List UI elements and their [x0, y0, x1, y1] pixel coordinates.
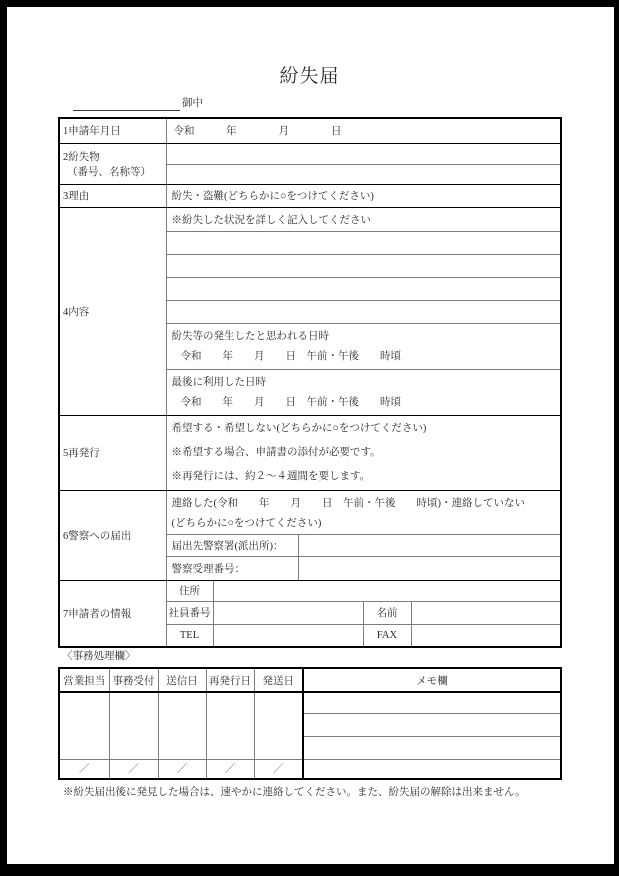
label-lost-item-line1: 2紛失物: [63, 151, 100, 163]
footer-note: ※紛失届出後に発見した場合は、速やかに連絡してください。また、紛失届の解除は出来ません。: [63, 787, 526, 798]
reissue-date-slash-cell[interactable]: ／: [206, 759, 254, 779]
memo-line-1[interactable]: [303, 692, 561, 713]
admin-processing-table: [58, 667, 562, 780]
details-field-3[interactable]: [166, 277, 561, 300]
admin-section-label: 〈事務処理欄〉: [62, 651, 136, 662]
scan-frame-left: [0, 0, 7, 876]
memo-line-4[interactable]: [303, 759, 561, 779]
recipient-name-field[interactable]: [73, 97, 180, 111]
details-field-2[interactable]: [166, 254, 561, 277]
address-field[interactable]: [213, 580, 561, 601]
reissue-line2: ※希望する場合、申請書の添付が必要です。: [171, 446, 381, 458]
name-field[interactable]: [411, 601, 561, 624]
recipient-line: [73, 97, 203, 112]
employee-id-field[interactable]: [213, 601, 363, 624]
label-police-station: 届出先警察署(派出所)：: [166, 534, 298, 556]
label-lost-item: [59, 143, 166, 184]
details-field-1[interactable]: [166, 231, 561, 254]
lost-item-form-table: [58, 117, 562, 648]
application-date-field[interactable]: 令和 年 月 日: [166, 118, 561, 143]
lost-item-field-2[interactable]: [166, 164, 561, 184]
label-employee-id: 社員番号: [166, 601, 213, 624]
sales-rep-date-cell[interactable]: ／: [59, 759, 109, 779]
occurred-datetime-field[interactable]: [166, 323, 561, 369]
reason-options-field[interactable]: 紛失・盗難(どちらかに○をつけてください): [166, 184, 561, 207]
occurred-datetime-line[interactable]: 令和 年 月 日 午前・午後 時頃: [180, 350, 401, 362]
label-name: 名前: [363, 601, 411, 624]
label-police-report: 6警察への届出: [59, 490, 166, 580]
header-memo: メモ欄: [303, 668, 561, 692]
header-clerical-reception: 事務受付: [109, 668, 158, 692]
label-application-date: 1申請年月日: [59, 118, 166, 143]
fax-field[interactable]: [411, 624, 561, 647]
last-used-datetime-title: 最後に利用した日時: [171, 376, 266, 388]
header-sales-rep: 営業担当: [59, 668, 109, 692]
scan-frame-bottom: [0, 864, 619, 876]
reissue-options-field[interactable]: [166, 415, 561, 490]
memo-line-2[interactable]: [303, 713, 561, 736]
send-date-field[interactable]: [158, 692, 206, 759]
memo-line-3[interactable]: [303, 736, 561, 759]
scan-frame-right: [614, 0, 619, 876]
police-contact-field[interactable]: [166, 490, 561, 534]
last-used-datetime-field[interactable]: [166, 369, 561, 415]
occurred-datetime-title: 紛失等の発生したと思われる日時: [171, 330, 329, 342]
clerical-reception-field[interactable]: [109, 692, 158, 759]
label-tel: TEL: [166, 624, 213, 647]
send-date-slash-cell[interactable]: ／: [158, 759, 206, 779]
label-reissue: 5再発行: [59, 415, 166, 490]
lost-item-field-1[interactable]: [166, 143, 561, 164]
label-applicant-info: 7申請者の情報: [59, 580, 166, 647]
ship-date-field[interactable]: [254, 692, 303, 759]
label-details: 4内容: [59, 207, 166, 415]
last-used-datetime-line[interactable]: 令和 年 月 日 午前・午後 時頃: [180, 396, 401, 408]
reissue-date-field[interactable]: [206, 692, 254, 759]
tel-field[interactable]: [213, 624, 363, 647]
details-field-4[interactable]: [166, 300, 561, 323]
police-station-field[interactable]: [298, 534, 561, 556]
reissue-line3: ※再発行には、約２～４週間を要します。: [171, 470, 371, 482]
label-address: 住所: [166, 580, 213, 601]
clerical-reception-date-cell[interactable]: ／: [109, 759, 158, 779]
ship-date-slash-cell[interactable]: ／: [254, 759, 303, 779]
police-receipt-number-field[interactable]: [298, 556, 561, 580]
header-reissue-date: 再発行日: [206, 668, 254, 692]
police-contact-line2: (どちらかに○をつけてください): [171, 517, 322, 529]
police-contact-line1[interactable]: 連絡した(令和 年 月 日 午前・午後 時頃)・連絡していない: [171, 497, 525, 509]
recipient-suffix: 御中: [182, 98, 203, 109]
label-fax: FAX: [363, 624, 411, 647]
reissue-line1[interactable]: 希望する・希望しない(どちらかに○をつけてください): [171, 422, 427, 434]
header-ship-date: 発送日: [254, 668, 303, 692]
page-title: 紛失届: [279, 66, 340, 87]
label-police-receipt-number: 警察受理番号：: [166, 556, 298, 580]
details-instruction: ※紛失した状況を詳しく記入してください: [166, 207, 561, 231]
header-send-date: 送信日: [158, 668, 206, 692]
label-lost-item-line2: （番号、名称等）: [67, 166, 151, 178]
label-reason: 3理由: [59, 184, 166, 207]
sales-rep-field[interactable]: [59, 692, 109, 759]
scan-frame-top: [0, 0, 619, 7]
